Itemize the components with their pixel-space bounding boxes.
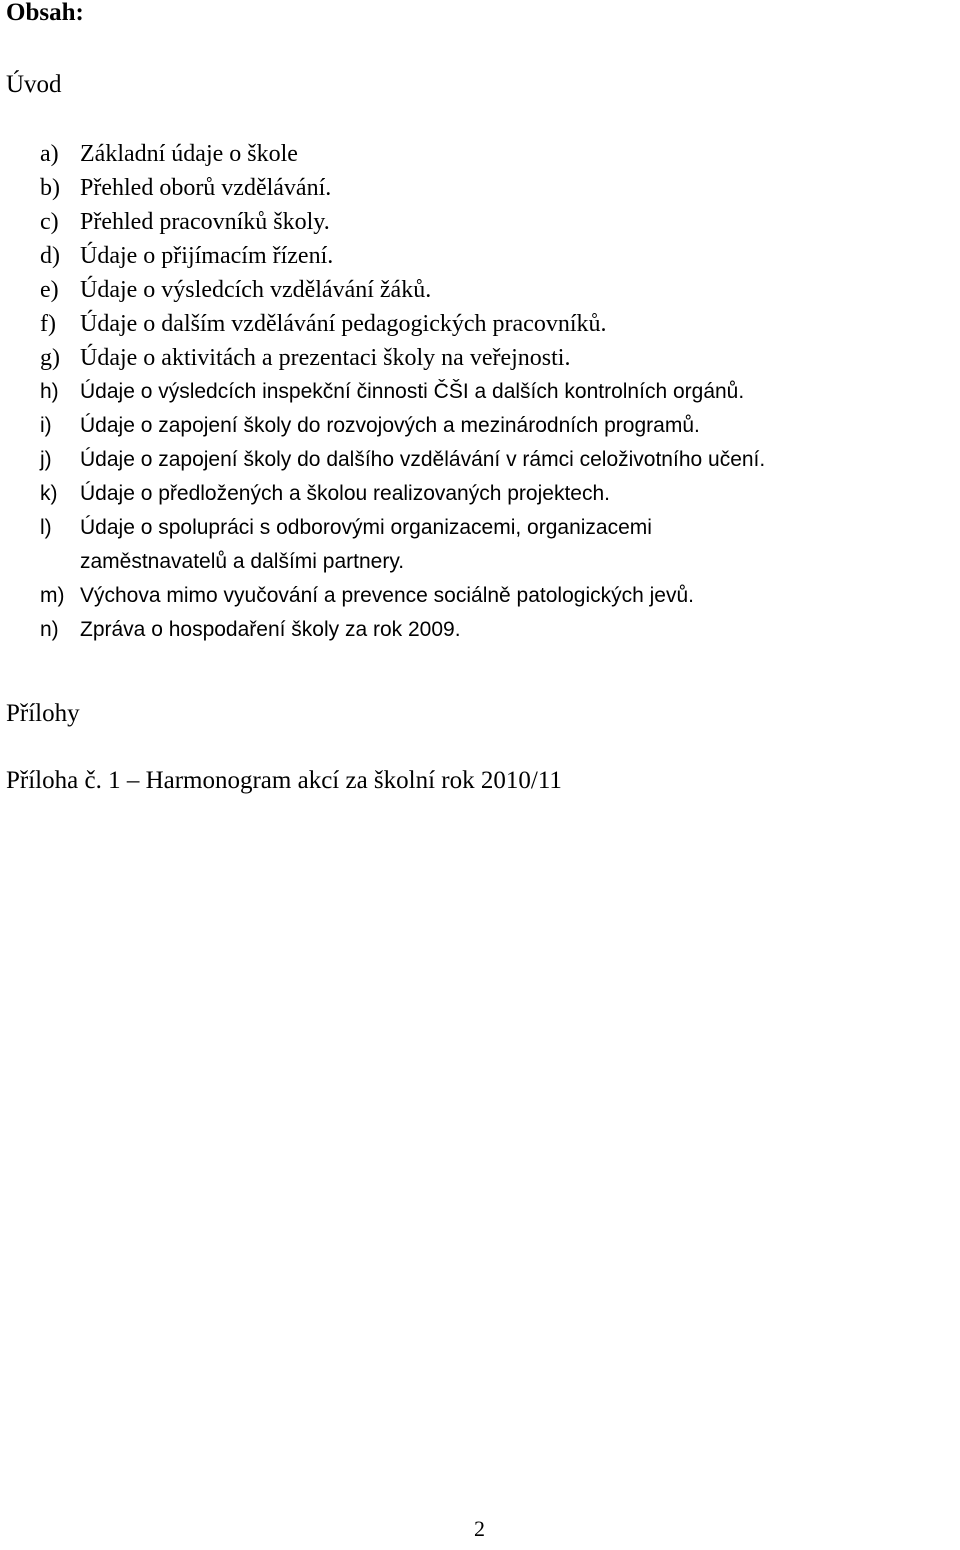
toc-marker: d) — [40, 243, 60, 269]
toc-item-j — [0, 443, 960, 477]
toc-marker: l) — [40, 516, 52, 539]
toc-item-i — [0, 409, 960, 443]
toc-text: Údaje o aktivitách a prezentaci školy na veřejnosti. — [80, 345, 571, 371]
intro-entry: Úvod — [6, 71, 62, 98]
toc-marker: i) — [40, 414, 52, 437]
toc-marker: b) — [40, 175, 60, 201]
toc-text: Údaje o zapojení školy do dalšího vzdělávání v rámci celoživotního učení. — [80, 448, 766, 471]
toc-text: Přehled pracovníků školy. — [80, 209, 330, 235]
toc-text: Výchova mimo vyučování a prevence sociálně patologických jevů. — [80, 584, 694, 607]
toc-item-e — [0, 273, 960, 307]
toc-text: zaměstnavatelů a dalšími partnery. — [80, 550, 405, 573]
toc-marker: c) — [40, 209, 59, 235]
toc-item-c — [0, 205, 960, 239]
toc-marker: j) — [40, 448, 52, 471]
toc-item-g — [0, 341, 960, 375]
toc-text: Údaje o zapojení školy do rozvojových a mezinárodních programů. — [80, 414, 700, 437]
toc-text: Zpráva o hospodaření školy za rok 2009. — [80, 618, 461, 641]
table-of-contents — [0, 137, 960, 647]
toc-marker: m) — [40, 584, 65, 607]
toc-item-m — [0, 579, 960, 613]
toc-marker: h) — [40, 380, 59, 403]
toc-text: Údaje o dalším vzdělávání pedagogických pracovníků. — [80, 311, 607, 337]
contents-heading: Obsah: — [6, 0, 84, 26]
toc-marker: f) — [40, 311, 56, 337]
toc-item-l — [0, 511, 960, 545]
toc-item-k — [0, 477, 960, 511]
toc-item-l-continued — [0, 545, 960, 579]
toc-marker: k) — [40, 482, 58, 505]
toc-item-b — [0, 171, 960, 205]
toc-marker: a) — [40, 141, 59, 167]
toc-text: Přehled oborů vzdělávání. — [80, 175, 332, 201]
toc-item-f — [0, 307, 960, 341]
toc-marker: n) — [40, 618, 59, 641]
toc-text: Základní údaje o škole — [80, 141, 298, 167]
toc-item-h — [0, 375, 960, 409]
toc-text: Údaje o předložených a školou realizovaných projektech. — [80, 482, 610, 505]
toc-text: Údaje o výsledcích inspekční činnosti ČŠI a dalších kontrolních orgánů. — [80, 380, 745, 403]
toc-item-a — [0, 137, 960, 171]
toc-item-d — [0, 239, 960, 273]
page-number: 2 — [474, 1516, 485, 1541]
attachments-heading: Přílohy — [6, 700, 80, 727]
toc-text: Údaje o přijímacím řízení. — [80, 243, 334, 269]
attachment-entry: Příloha č. 1 – Harmonogram akcí za školní rok 2010/11 — [6, 767, 562, 794]
toc-marker: g) — [40, 345, 60, 371]
toc-text: Údaje o výsledcích vzdělávání žáků. — [80, 277, 432, 303]
toc-text: Údaje o spolupráci s odborovými organizacemi, organizacemi — [80, 516, 652, 539]
toc-marker: e) — [40, 277, 59, 303]
toc-item-n — [0, 613, 960, 647]
